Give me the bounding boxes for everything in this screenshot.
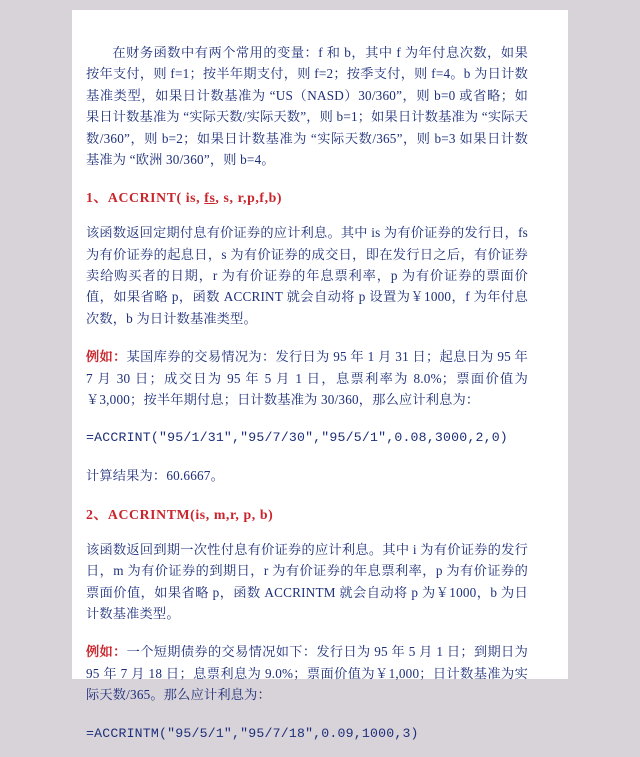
section-2-signature-pre: (is, m,r, p, b): [190, 506, 274, 522]
section-1-function-name: ACCRINT: [107, 190, 177, 206]
section-2-body: 该函数返回到期一次性付息有价证券的应计利息。其中 i 为有价证券的发行日，m 为有价证券的到期日，r 为有价证券的年息票利率，p 为有价证券的票面价值，如果省略 p，函数 ACCRINTM 就会自动将 p 为￥1000，b 为日计数基准类型。: [86, 541, 528, 621]
section-2-example-label: 例如：: [86, 644, 127, 660]
section-2-number: 2、: [86, 506, 108, 522]
document-content: [86, 42, 528, 757]
section-1-signature-post: , s, r,p,f,b): [215, 190, 283, 206]
section-1-result: 计算结果为：60.6667。: [86, 468, 224, 484]
intro-paragraph: 在财务函数中有两个常用的变量：f 和 b，其中 f 为年付息次数，如果按年支付，则 f=1；按半年期支付，则 f=2；按季支付，则 f=4。b 为日计数基准类型，如果日计数基准为 “US（NASD）30/360”，则 b=0 或省略；如果日计数基准为 “实际天数/实际天数”，则 b=1；如果日计数基准为 “实际天数/360”，则 b=2；如果日计数基准为 “实际天数/365”，则 b=3 如果日计数基准为 “欧洲 30/360”，则 b=4。: [86, 45, 528, 167]
section-1-number: 1、: [86, 190, 108, 206]
section-1-formula: =ACCRINT("95/1/31","95/7/30","95/5/1",0.08,3000,2,0): [86, 430, 508, 446]
section-2-formula: =ACCRINTM("95/5/1","95/7/18",0.09,1000,3): [86, 725, 419, 741]
section-1-signature-underline: fs: [204, 190, 216, 206]
section-2-example-text: 一个短期债券的交易情况如下：发行日为 95 年 5 月 1 日；到期日为 95 年 7 月 18 日；息票利息为 9.0%；票面价值为￥1,000；日计数基准为实际天数/365。那么应计利息为：: [86, 644, 528, 703]
section-1-example-text: 某国库券的交易情况为：发行日为 95 年 1 月 31 日；起息日为 95 年 7 月 30 日；成交日为 95 年 5 月 1 日，息票利率为 8.0%；票面价值为￥3,000；按半年期付息；日计数基准为 30/360，那么应计利息为：: [86, 349, 528, 407]
section-1-body: 该函数返回定期付息有价证券的应计利息。其中 is 为有价证券的发行日，fs 为有价证券的起息日，s 为有价证券的成交日，即在发行日之后，有价证券卖给购买者的日期，r 为有价证券的年息票利率，p 为有价证券的票面价值，如果省略 p，函数 ACCRINT 就会自动将 p 设置为￥1000，f 为年付息次数，b 为日计数基准类型。: [86, 225, 528, 326]
section-2-function-name: ACCRINTM: [107, 506, 191, 522]
section-2-heading: [86, 504, 528, 526]
document-page: [72, 10, 568, 741]
section-1-signature-pre: ( is,: [176, 190, 205, 206]
section-1-example-label: 例如：: [86, 349, 127, 365]
section-1-example: [86, 346, 528, 410]
section-1-heading: [86, 187, 528, 209]
section-2-example: [86, 641, 528, 705]
